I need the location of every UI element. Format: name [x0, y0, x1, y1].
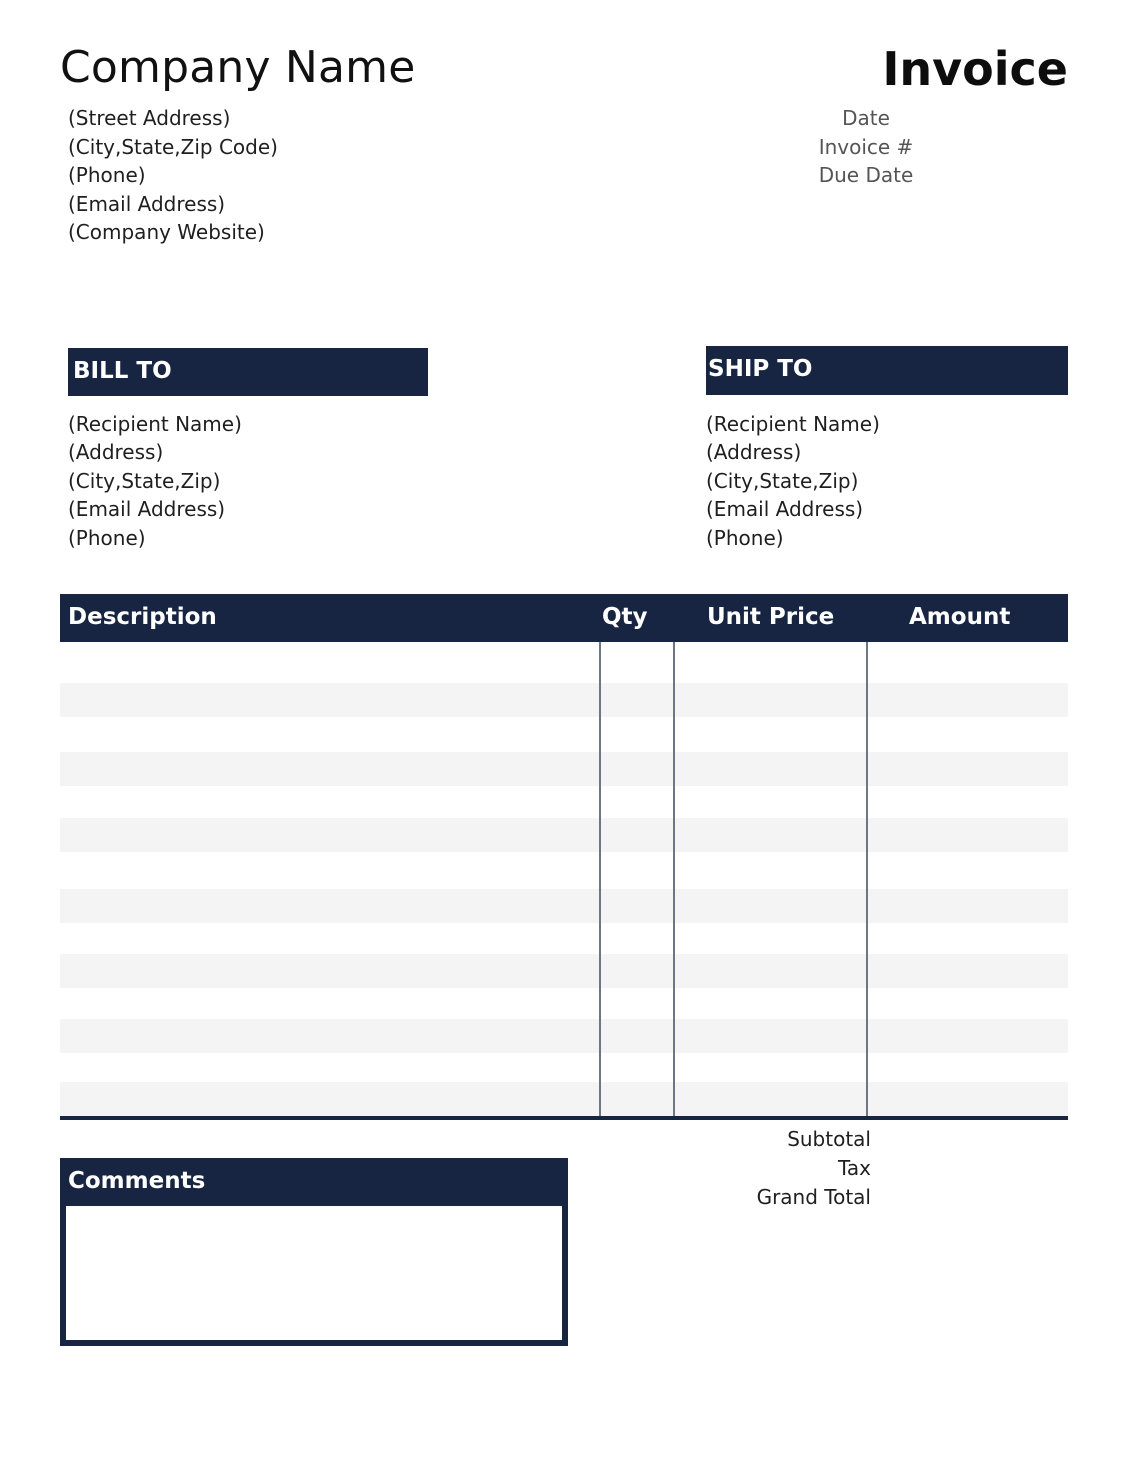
bill-to-phone: (Phone): [68, 525, 146, 550]
items-table-bottom-rule: [60, 1116, 1068, 1120]
bill-to-header: BILL TO: [68, 348, 428, 396]
company-city-state-zip: (City,State,Zip Code): [68, 134, 278, 159]
comments-header: Comments: [60, 1158, 568, 1206]
subtotal-label: Subtotal: [787, 1127, 871, 1151]
comments-box[interactable]: [60, 1206, 568, 1346]
bill-to-city-state-zip: (City,State,Zip): [68, 468, 221, 493]
bill-to-address: (Address): [68, 440, 164, 465]
items-table-body: [60, 642, 1068, 1116]
company-email: (Email Address): [68, 191, 226, 216]
unit-price-column-header: Unit Price: [707, 604, 835, 630]
table-row-stripe: [60, 752, 1068, 786]
table-row-stripe: [60, 889, 1068, 923]
ship-to-header: SHIP TO: [706, 346, 1068, 395]
table-row-stripe: [60, 683, 1068, 717]
table-row-stripe: [60, 1019, 1068, 1053]
column-divider: [673, 642, 675, 1116]
column-divider: [866, 642, 868, 1116]
invoice-title: Invoice: [882, 42, 1068, 96]
invoice-meta-block: [780, 104, 952, 190]
description-column-header: Description: [68, 604, 217, 630]
bill-to-recipient-name: (Recipient Name): [68, 412, 242, 436]
column-divider: [599, 642, 601, 1116]
ship-to-phone: (Phone): [706, 525, 784, 550]
tax-label: Tax: [838, 1156, 871, 1180]
bill-to-block: [68, 410, 242, 552]
totals-block: [700, 1125, 871, 1212]
invoice-number-label: Invoice #: [818, 134, 914, 159]
table-row-stripe: [60, 954, 1068, 988]
company-address-block: [68, 104, 278, 247]
company-name: Company Name: [60, 42, 416, 93]
table-row-stripe: [60, 818, 1068, 852]
grand-total-label: Grand Total: [756, 1185, 871, 1209]
ship-to-city-state-zip: (City,State,Zip): [706, 468, 859, 493]
ship-to-recipient-name: (Recipient Name): [706, 412, 880, 436]
company-website: (Company Website): [68, 220, 265, 245]
company-phone: (Phone): [68, 163, 146, 188]
amount-column-header: Amount: [909, 604, 1011, 630]
ship-to-email: (Email Address): [706, 497, 864, 522]
ship-to-block: [706, 410, 880, 552]
date-label: Date: [842, 106, 890, 130]
ship-to-address: (Address): [706, 440, 802, 465]
due-date-label: Due Date: [818, 163, 914, 188]
table-row-stripe: [60, 1082, 1068, 1116]
bill-to-email: (Email Address): [68, 497, 226, 522]
company-street-address: (Street Address): [68, 106, 231, 130]
items-table-header: [60, 594, 1068, 642]
qty-column-header: Qty: [602, 604, 648, 630]
